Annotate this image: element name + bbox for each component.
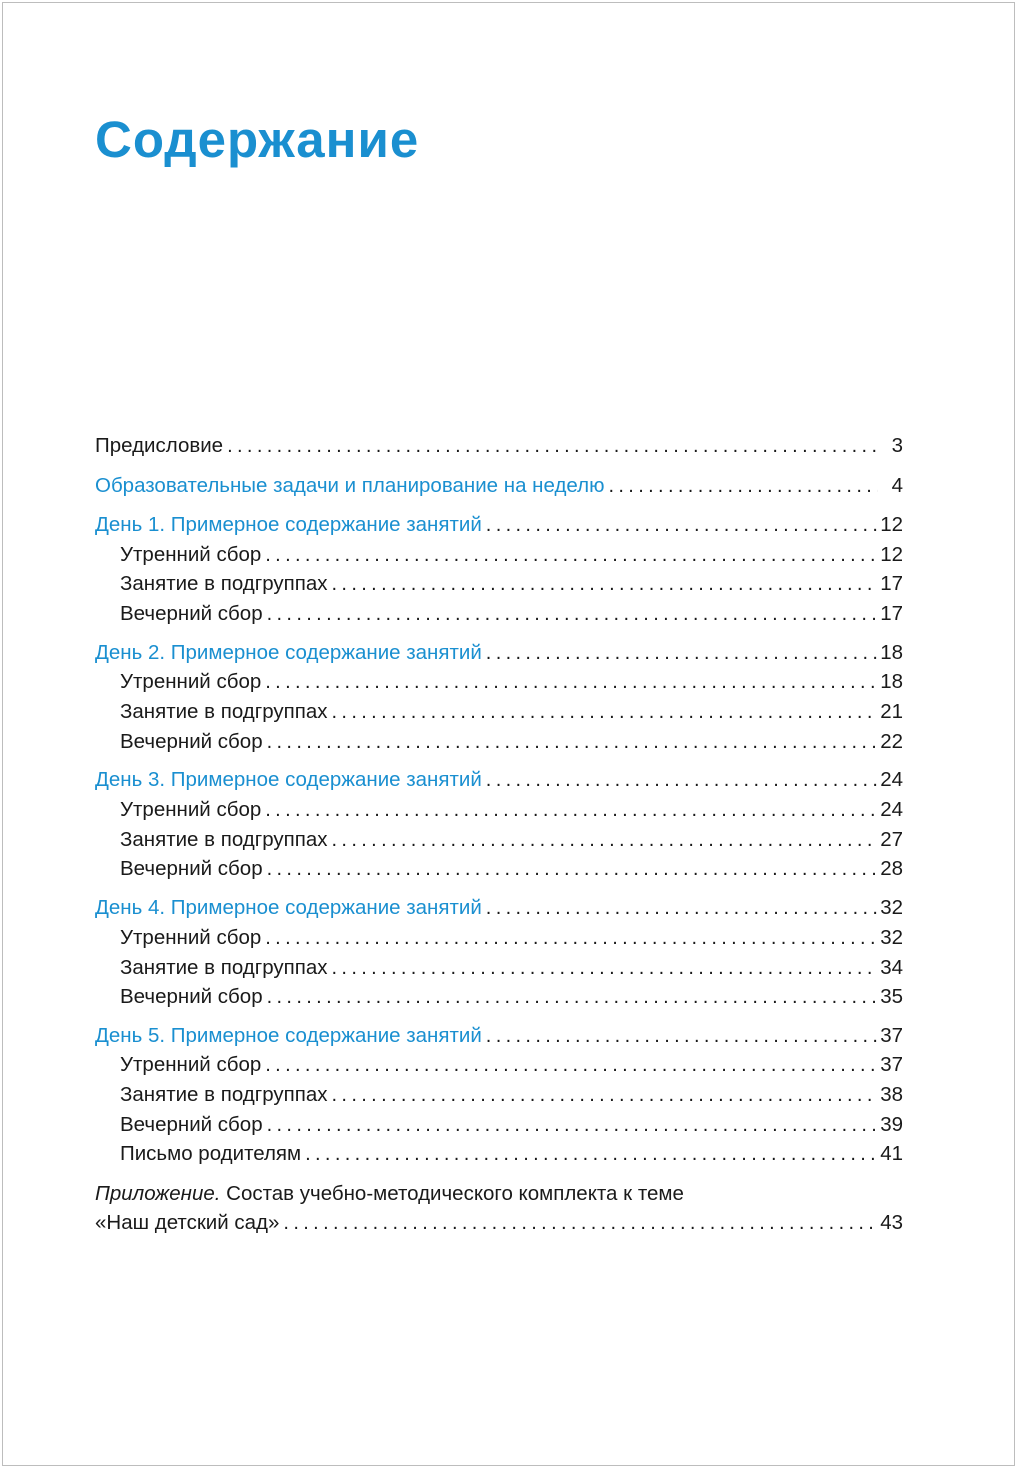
toc-subentry-label: Вечерний сбор [120,602,263,625]
toc-subentry-label: Занятие в подгруппах [120,956,328,979]
toc-subentry-label: Вечерний сбор [120,1113,263,1136]
toc-subentry-label: Утренний сбор [120,926,262,949]
leader-dots [608,471,878,501]
toc-subentry-label: Занятие в подгруппах [120,828,328,851]
toc-page-number: 4 [891,474,903,497]
toc-subentry[interactable] [95,540,903,570]
toc-subentry[interactable] [95,854,903,884]
leader-dots [332,825,878,855]
leader-dots [486,638,877,668]
toc-subentry-label: Вечерний сбор [120,730,263,753]
toc-subentry[interactable] [95,953,903,983]
leader-dots [486,765,877,795]
toc-entry-label: Образовательные задачи и планирование на неделю [95,474,605,497]
toc-appendix-line-1[interactable] [95,1179,903,1209]
toc-page-number: 17 [880,572,903,595]
leader-dots [265,1050,877,1080]
leader-dots [332,569,878,599]
toc-entry-day-1[interactable] [95,510,903,540]
toc-subentry-label: Утренний сбор [120,1053,262,1076]
toc-entry-label: День 5. Примерное содержание занятий [95,1024,482,1047]
toc-page-number: 38 [880,1083,903,1106]
toc-entry-day-2[interactable] [95,638,903,668]
toc-page-number: 3 [891,434,903,457]
leader-dots [486,893,877,923]
toc-entry-label: Предисловие [95,434,224,457]
toc-page-number: 12 [880,543,903,566]
toc-page-number: 34 [880,956,903,979]
toc-subentry[interactable] [95,1110,903,1140]
toc-entry-label: «Наш детский сад» [95,1211,280,1234]
page-title: Содержание [95,111,420,168]
toc-page-number: 21 [880,700,903,723]
toc-subentry-label: Занятие в подгруппах [120,572,328,595]
toc-subentry[interactable] [95,727,903,757]
leader-dots [265,667,877,697]
toc-entry-day-3[interactable] [95,765,903,795]
toc-page-number: 17 [880,602,903,625]
toc-subentry-label: Письмо родителям [120,1142,302,1165]
toc-page-number: 39 [880,1113,903,1136]
leader-dots [265,540,877,570]
toc-page-number: 37 [880,1053,903,1076]
toc-subentry[interactable] [95,825,903,855]
toc-subentry-label: Вечерний сбор [120,985,263,1008]
toc-subentry-label: Утренний сбор [120,543,262,566]
appendix-prefix: Приложение. [95,1182,221,1205]
toc-subentry[interactable] [95,667,903,697]
leader-dots [486,1021,877,1051]
toc-entry-label: День 4. Примерное содержание занятий [95,896,482,919]
toc-subentry[interactable] [95,569,903,599]
leader-dots [486,510,877,540]
leader-dots [227,431,878,461]
toc-subentry[interactable] [95,599,903,629]
toc-subentry-label: Утренний сбор [120,798,262,821]
leader-dots [267,854,878,884]
toc-page-number: 12 [880,513,903,536]
toc-subentry-label: Вечерний сбор [120,857,263,880]
leader-dots [332,697,878,727]
toc-entry-day-4[interactable] [95,893,903,923]
toc-subentry[interactable] [95,1050,903,1080]
appendix-title: Состав учебно-методического комплекта к теме [226,1182,684,1205]
leader-dots [265,795,877,825]
toc-subentry-label: Занятие в подгруппах [120,1083,328,1106]
leader-dots [305,1139,877,1169]
toc-page-number: 18 [880,670,903,693]
leader-dots [265,923,877,953]
toc-subentry[interactable] [95,697,903,727]
toc-page-number: 27 [880,828,903,851]
toc-page-number: 32 [880,896,903,919]
toc-page-number: 32 [880,926,903,949]
toc-subentry[interactable] [95,982,903,1012]
toc-subentry-label: Занятие в подгруппах [120,700,328,723]
toc-page-number: 35 [880,985,903,1008]
toc-entry-label: День 3. Примерное содержание занятий [95,768,482,791]
toc-page-number: 22 [880,730,903,753]
toc-page-number: 18 [880,641,903,664]
toc-subentry-label: Утренний сбор [120,670,262,693]
leader-dots [267,727,878,757]
toc-entry-label: День 2. Примерное содержание занятий [95,641,482,664]
toc-page-number: 41 [880,1142,903,1165]
toc-subentry[interactable] [95,795,903,825]
leader-dots [267,1110,878,1140]
toc-subentry[interactable] [95,1139,903,1169]
toc-page-number: 43 [880,1211,903,1234]
toc-appendix-line-2[interactable] [95,1208,903,1238]
toc-entry-label: День 1. Примерное содержание занятий [95,513,482,536]
leader-dots [332,1080,878,1110]
toc-page-number: 24 [880,798,903,821]
leader-dots [283,1208,877,1238]
toc-page-number: 24 [880,768,903,791]
toc-page-number: 28 [880,857,903,880]
toc-subentry[interactable] [95,1080,903,1110]
leader-dots [267,599,878,629]
document-page [2,2,1015,1466]
toc-page-number: 37 [880,1024,903,1047]
toc-entry-tasks[interactable] [95,471,903,501]
toc-entry-preface[interactable] [95,431,903,461]
leader-dots [332,953,878,983]
toc-subentry[interactable] [95,923,903,953]
leader-dots [267,982,878,1012]
toc-entry-day-5[interactable] [95,1021,903,1051]
